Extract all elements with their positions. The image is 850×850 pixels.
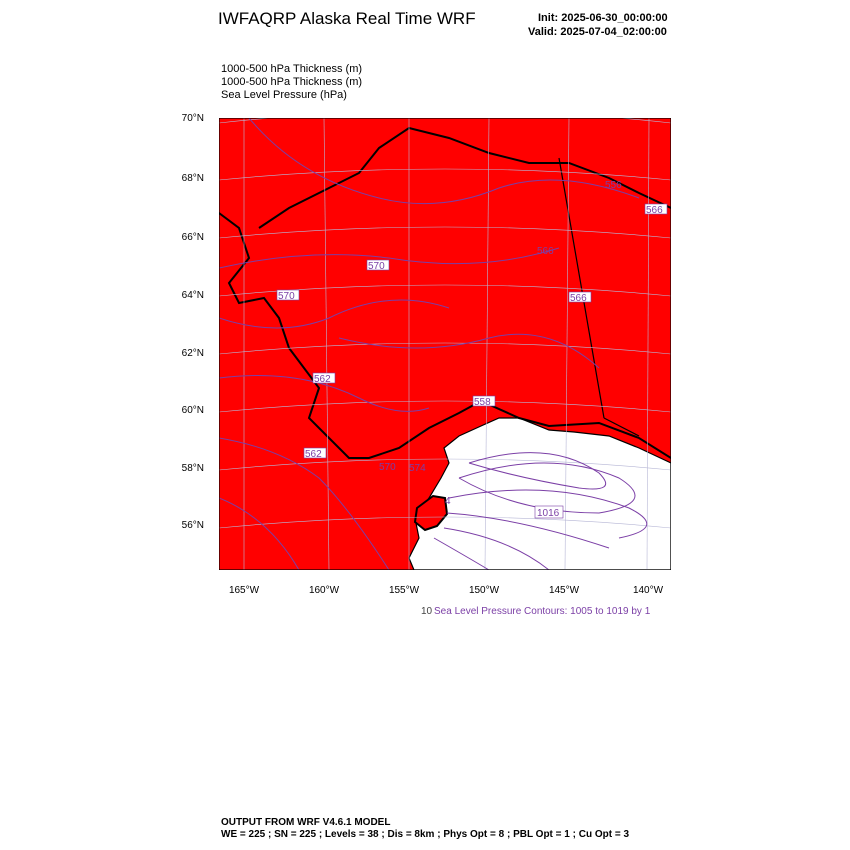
lon-label-140: 140°W [632,585,664,596]
footer-model: OUTPUT FROM WRF V4.6.1 MODEL [221,817,391,828]
contour-label-570-a: 570 [368,261,385,272]
field-label-thickness-2: 1000-500 hPa Thickness (m) [221,76,363,88]
lon-label-145: 145°W [548,585,580,596]
lon-label-155: 155°W [388,585,420,596]
contour-label-558: 558 [474,397,491,408]
contour-label-566-b: 566 [646,205,663,216]
valid-time: Valid: 2025-07-04_02:00:00 [528,26,667,38]
lat-label-68: 68°N [181,173,204,184]
plot-title: IWFAQRP Alaska Real Time WRF [218,9,476,28]
contour-label-574: 574 [409,463,426,474]
contour-label-1016: 1016 [537,508,560,519]
lat-label-70: 70°N [181,113,204,124]
lat-label-60: 60°N [181,405,204,416]
contour-label-562-b: 562 [305,449,322,460]
legend-prefix: 10 [421,606,433,617]
contour-legend: Sea Level Pressure Contours: 1005 to 1019 by 1 [434,606,651,617]
field-label-thickness-1: 1000-500 hPa Thickness (m) [221,63,363,75]
lat-label-64: 64°N [181,290,204,301]
contour-label-570-c: 570 [379,462,396,473]
map-panel [219,118,671,570]
map-svg [219,118,671,570]
contour-label-4: 4 [445,496,451,507]
footer-config: WE = 225 ; SN = 225 ; Levels = 38 ; Dis = 8km ; Phys Opt = 8 ; PBL Opt = 1 ; Cu Opt = 3 [221,829,630,840]
lat-label-58: 58°N [181,463,204,474]
contour-label-556: 556 [605,180,622,191]
lon-label-160: 160°W [308,585,340,596]
contour-label-566: 566 [570,293,587,304]
field-label-slp: Sea Level Pressure (hPa) [221,89,347,101]
lat-label-56: 56°N [181,520,204,531]
contour-label-570-b: 570 [278,291,295,302]
init-time: Init: 2025-06-30_00:00:00 [538,12,668,24]
lat-label-62: 62°N [181,348,204,359]
contour-label-566-c: 566 [537,246,554,257]
lon-label-150: 150°W [468,585,500,596]
lat-label-66: 66°N [181,232,204,243]
lon-label-165: 165°W [228,585,260,596]
contour-label-562-a: 562 [314,374,331,385]
